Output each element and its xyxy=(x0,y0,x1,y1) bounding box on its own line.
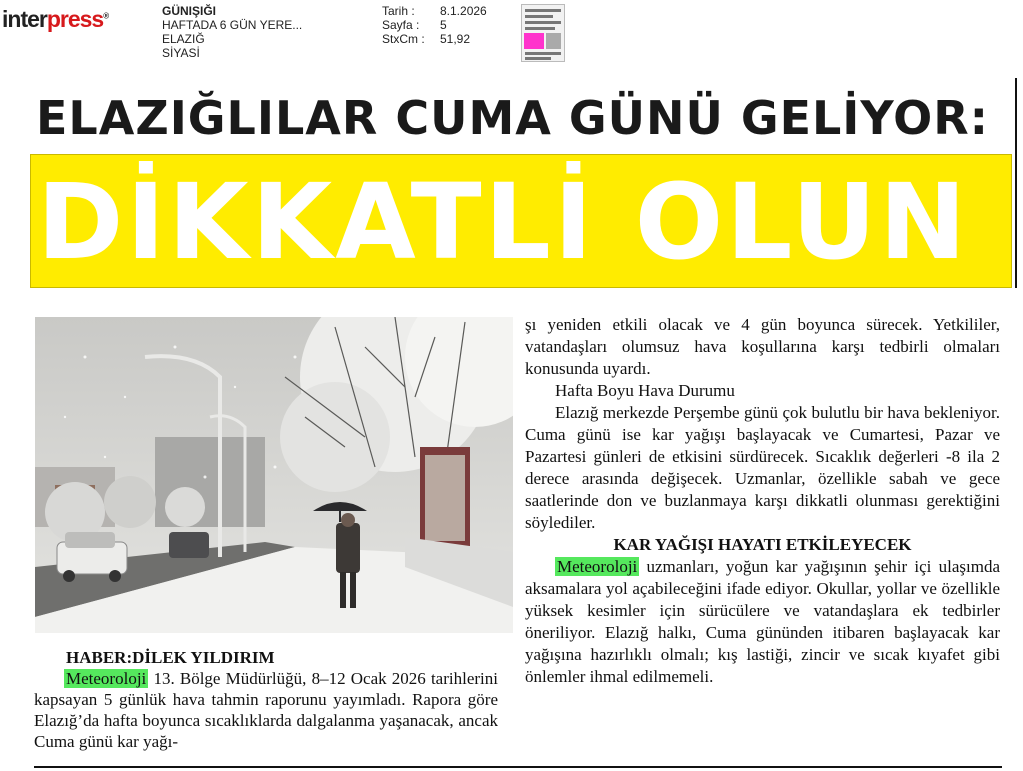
publication-frequency: HAFTADA 6 GÜN YERE... xyxy=(162,18,303,32)
article-paragraph xyxy=(34,668,498,752)
size-value: 51,92 xyxy=(440,32,471,46)
article-paragraph xyxy=(525,556,1000,688)
article-paragraph: Elazığ merkezde Perşembe günü çok bulutlu bir hava bekleniyor. Cuma günü ise kar yağışı başlayacak ve Cumartesi, Pazar ve Pazartesi günleri de etkisini sürdürecek. Sıcaklık değerleri -8 ila 2 derece arasında değişecek. Uzmanlar, özellikle sabah ve gece saatlerinde don ve buzlanmaya karşı dikkatli olunması gerektiğini söylediler. xyxy=(525,403,1000,532)
clip-meta-left xyxy=(162,4,302,60)
article-subheading: Hafta Boyu Hava Durumu xyxy=(555,381,735,400)
page-label: Sayfa : xyxy=(382,18,420,32)
headline-banner xyxy=(30,154,1012,288)
interpress-logo xyxy=(2,6,109,33)
logo-registered-mark: ® xyxy=(103,11,110,21)
clip-meta-right xyxy=(382,4,487,46)
date-label: Tarih : xyxy=(382,4,415,18)
size-row xyxy=(382,32,487,46)
page-value: 5 xyxy=(440,18,447,32)
thumb-clip-highlight xyxy=(524,33,544,49)
logo-text-accent: press xyxy=(46,6,104,32)
highlighted-keyword: Meteoroloji xyxy=(557,557,638,576)
highlighted-keyword: Meteoroloji xyxy=(66,669,147,688)
article-photo xyxy=(35,317,513,633)
date-row xyxy=(382,4,487,18)
publication-category: SİYASİ xyxy=(162,46,200,60)
size-label: StxCm : xyxy=(382,32,425,46)
page-thumbnail[interactable] xyxy=(521,4,565,62)
paragraph-text: 13. Bölge Müdürlüğü, 8–12 Ocak 2026 tarihlerini kapsayan 5 günlük hava tahmin raporunu yayımladı. Rapora göre Elazığ’da hafta boyunca sıcaklıklarda dalgalanma yaşanacak, ancak Cuma günü kar yağı- xyxy=(34,669,498,751)
publication-name: GÜNIŞIĞI xyxy=(162,4,217,18)
article-paragraph: şı yeniden etkili olacak ve 4 gün boyunca sürecek. Yetkililer, vatandaşları olumsuz hava koşullarına karşı tedbirli olmaları konusunda uyardı. xyxy=(525,315,1000,378)
publication-city: ELAZIĞ xyxy=(162,32,205,46)
thumb-line xyxy=(525,57,551,60)
thumb-line xyxy=(525,9,561,12)
byline: HABER:DİLEK YILDIRIM xyxy=(66,648,275,667)
logo-text-main: inter xyxy=(2,6,47,32)
thumb-line xyxy=(525,27,555,30)
thumb-line xyxy=(525,52,561,55)
thumb-line xyxy=(525,21,561,24)
headline: ELAZIĞLILAR CUMA GÜNÜ GELİYOR: xyxy=(36,91,990,145)
article-column-right xyxy=(525,314,1000,688)
paragraph-text: uzmanları, yoğun kar yağışının şehir içi ulaşımda aksamalara yol açabileceğini ifade ediyor. Okullar, yollar ve özellikle yüksek kesimler için sürücülere ve vatandaşlara ek tedbirler öneriliyor. Elazığ halkı, Cuma gününden itibaren başlayacak kar yağışına hazırlıklı olmalı; kış lastiği, zincir ve sıcak kıyafet gibi önlemler ihmal edilmemeli. xyxy=(525,557,1000,686)
article-section-heading: KAR YAĞIŞI HAYATI ETKİLEYECEK xyxy=(613,535,912,554)
banner-text: DİKKATLİ OLUN xyxy=(37,161,970,283)
thumb-line xyxy=(525,15,553,18)
date-value: 8.1.2026 xyxy=(440,4,487,18)
article-column-left xyxy=(34,647,498,752)
column-rule xyxy=(1015,78,1017,288)
bottom-rule xyxy=(34,766,1002,768)
thumb-image xyxy=(546,33,561,49)
page-row xyxy=(382,18,487,32)
snowy-street-illustration xyxy=(35,317,513,633)
